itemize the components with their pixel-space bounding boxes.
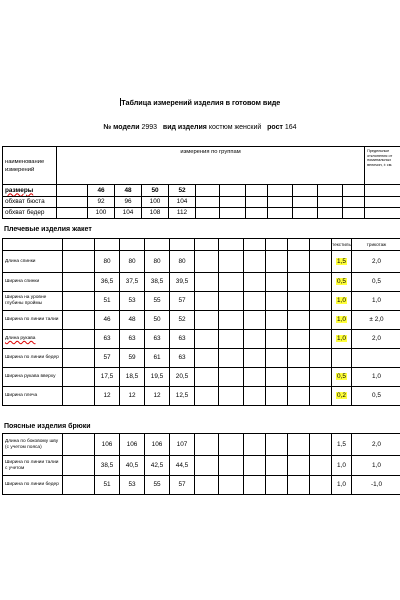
table-row <box>3 311 400 330</box>
tolerance-knit: ± 2,0 <box>352 311 400 330</box>
tolerance-textile: 0,5 <box>332 273 352 292</box>
cell-value: 104 <box>169 197 196 208</box>
cell-value: 63 <box>170 349 195 368</box>
cell-value: 108 <box>142 208 169 219</box>
row-name: Ширина спинки <box>3 273 63 292</box>
row-name: Ширина на уровне глубины проймы <box>3 292 63 311</box>
header-tolerance: Предельные отклонения от номинальных величин, ± см. <box>365 147 400 185</box>
tolerance-knit <box>352 349 400 368</box>
tol-textile-header: текстиль <box>332 239 352 251</box>
cell-value: 57 <box>95 349 120 368</box>
pants-table <box>2 433 400 495</box>
cell-value: 112 <box>169 208 196 219</box>
model-line <box>0 124 400 131</box>
model-label: № модели <box>103 124 140 131</box>
tolerance-textile: 1,5 <box>332 251 352 273</box>
cell-value: 106 <box>95 434 120 456</box>
cell-value: 38,5 <box>145 273 170 292</box>
cell-value: 53 <box>120 476 145 495</box>
cell-value: 55 <box>145 476 170 495</box>
cell-value: 100 <box>142 197 169 208</box>
cell-value: 106 <box>120 434 145 456</box>
tolerance-textile: 0,2 <box>332 387 352 406</box>
cell-value: 18,5 <box>120 368 145 387</box>
sizes-label: размеры <box>3 185 57 197</box>
cell-value: 17,5 <box>95 368 120 387</box>
size-52: 52 <box>169 185 196 197</box>
row-name: Ширина рукава вверху <box>3 368 63 387</box>
pants-heading: Поясные изделия брюки <box>4 423 91 430</box>
kind-label: вид изделия <box>162 124 207 131</box>
row-name: Ширина плеча <box>3 387 63 406</box>
tolerance-knit: 2,0 <box>352 251 400 273</box>
cell-value: 80 <box>95 251 120 273</box>
cell-value: 96 <box>115 197 142 208</box>
jacket-heading: Плечевые изделия жакет <box>4 226 92 233</box>
tolerance-textile: 1,0 <box>332 330 352 349</box>
size-46: 46 <box>88 185 115 197</box>
row-name: Ширина по линии талии с учетом <box>3 456 63 476</box>
body-measure-name: обхват бедер <box>3 208 57 219</box>
cell-value: 57 <box>170 476 195 495</box>
document-title: Таблица измерений изделия в готовом виде <box>121 98 281 107</box>
cell-value: 107 <box>170 434 195 456</box>
cell-value: 51 <box>95 476 120 495</box>
tolerance-knit: 1,0 <box>352 368 400 387</box>
height-value: 164 <box>284 124 297 131</box>
tolerance-knit: 2,0 <box>352 330 400 349</box>
cell-value: 50 <box>145 311 170 330</box>
cell-value: 12,5 <box>170 387 195 406</box>
tolerance-knit: 1,0 <box>352 292 400 311</box>
table-row <box>3 434 400 456</box>
table-row <box>3 251 400 273</box>
table-row <box>3 387 400 406</box>
row-name: Ширина по линии бедер <box>3 476 63 495</box>
tolerance-knit: 2,0 <box>352 434 400 456</box>
cell-value: 19,5 <box>145 368 170 387</box>
cell-value: 106 <box>145 434 170 456</box>
tolerance-textile: 1,5 <box>332 434 352 456</box>
cell-value: 92 <box>88 197 115 208</box>
table-row <box>3 476 400 495</box>
table-row <box>3 208 400 219</box>
kind-value: костюм женский <box>208 124 262 131</box>
row-name: Ширина по линии бедер <box>3 349 63 368</box>
sizes-table <box>2 146 400 219</box>
cell-value: 59 <box>120 349 145 368</box>
tolerance-textile <box>332 349 352 368</box>
table-row <box>3 349 400 368</box>
cell-value: 20,5 <box>170 368 195 387</box>
cell-value: 61 <box>145 349 170 368</box>
tolerance-knit: 0,5 <box>352 273 400 292</box>
header-groups: измерения по группам <box>57 147 365 185</box>
cell-value: 63 <box>120 330 145 349</box>
cell-value: 104 <box>115 208 142 219</box>
cell-value: 40,5 <box>120 456 145 476</box>
cell-value: 53 <box>120 292 145 311</box>
cell-value: 12 <box>120 387 145 406</box>
table-row <box>3 368 400 387</box>
row-name: Ширина по линии талии <box>3 311 63 330</box>
cell-value: 63 <box>95 330 120 349</box>
size-48: 48 <box>115 185 142 197</box>
cell-value: 12 <box>95 387 120 406</box>
cell-value: 80 <box>120 251 145 273</box>
row-name: Длина по боковому шву (с учетом пояса) <box>3 434 63 456</box>
cell-value: 63 <box>170 330 195 349</box>
jacket-table <box>2 238 400 406</box>
row-name: Длина спинки <box>3 251 63 273</box>
tolerance-textile: 1,0 <box>332 292 352 311</box>
cell-value: 48 <box>120 311 145 330</box>
cell-value: 38,5 <box>95 456 120 476</box>
cell-value: 63 <box>145 330 170 349</box>
cell-value: 55 <box>145 292 170 311</box>
model-value: 2993 <box>141 124 158 131</box>
tolerance-knit: -1,0 <box>352 476 400 495</box>
cell-value: 12 <box>145 387 170 406</box>
size-50: 50 <box>142 185 169 197</box>
tolerance-textile: 1,0 <box>332 311 352 330</box>
table-row <box>3 330 400 349</box>
cell-value: 37,5 <box>120 273 145 292</box>
table-row <box>3 456 400 476</box>
tolerance-textile: 0,5 <box>332 368 352 387</box>
tolerance-textile: 1,0 <box>332 476 352 495</box>
cell-value: 44,5 <box>170 456 195 476</box>
height-label: рост <box>267 124 283 131</box>
body-measure-name: обхват бюста <box>3 197 57 208</box>
header-name-col: наименование измерений <box>3 147 57 185</box>
cell-value: 46 <box>95 311 120 330</box>
tol-knit-header: трикотаж <box>352 239 400 251</box>
cell-value: 52 <box>170 311 195 330</box>
cell-value: 39,5 <box>170 273 195 292</box>
cell-value: 42,5 <box>145 456 170 476</box>
cell-value: 51 <box>95 292 120 311</box>
table-row <box>3 273 400 292</box>
table-row <box>3 292 400 311</box>
tolerance-textile: 1,0 <box>332 456 352 476</box>
cell-value: 57 <box>170 292 195 311</box>
tolerance-knit: 0,5 <box>352 387 400 406</box>
cell-value: 100 <box>88 208 115 219</box>
row-name: Длина рукава <box>3 330 63 349</box>
cell-value: 80 <box>170 251 195 273</box>
cell-value: 80 <box>145 251 170 273</box>
cell-value: 36,5 <box>95 273 120 292</box>
tolerance-knit: 1,0 <box>352 456 400 476</box>
table-row <box>3 197 400 208</box>
